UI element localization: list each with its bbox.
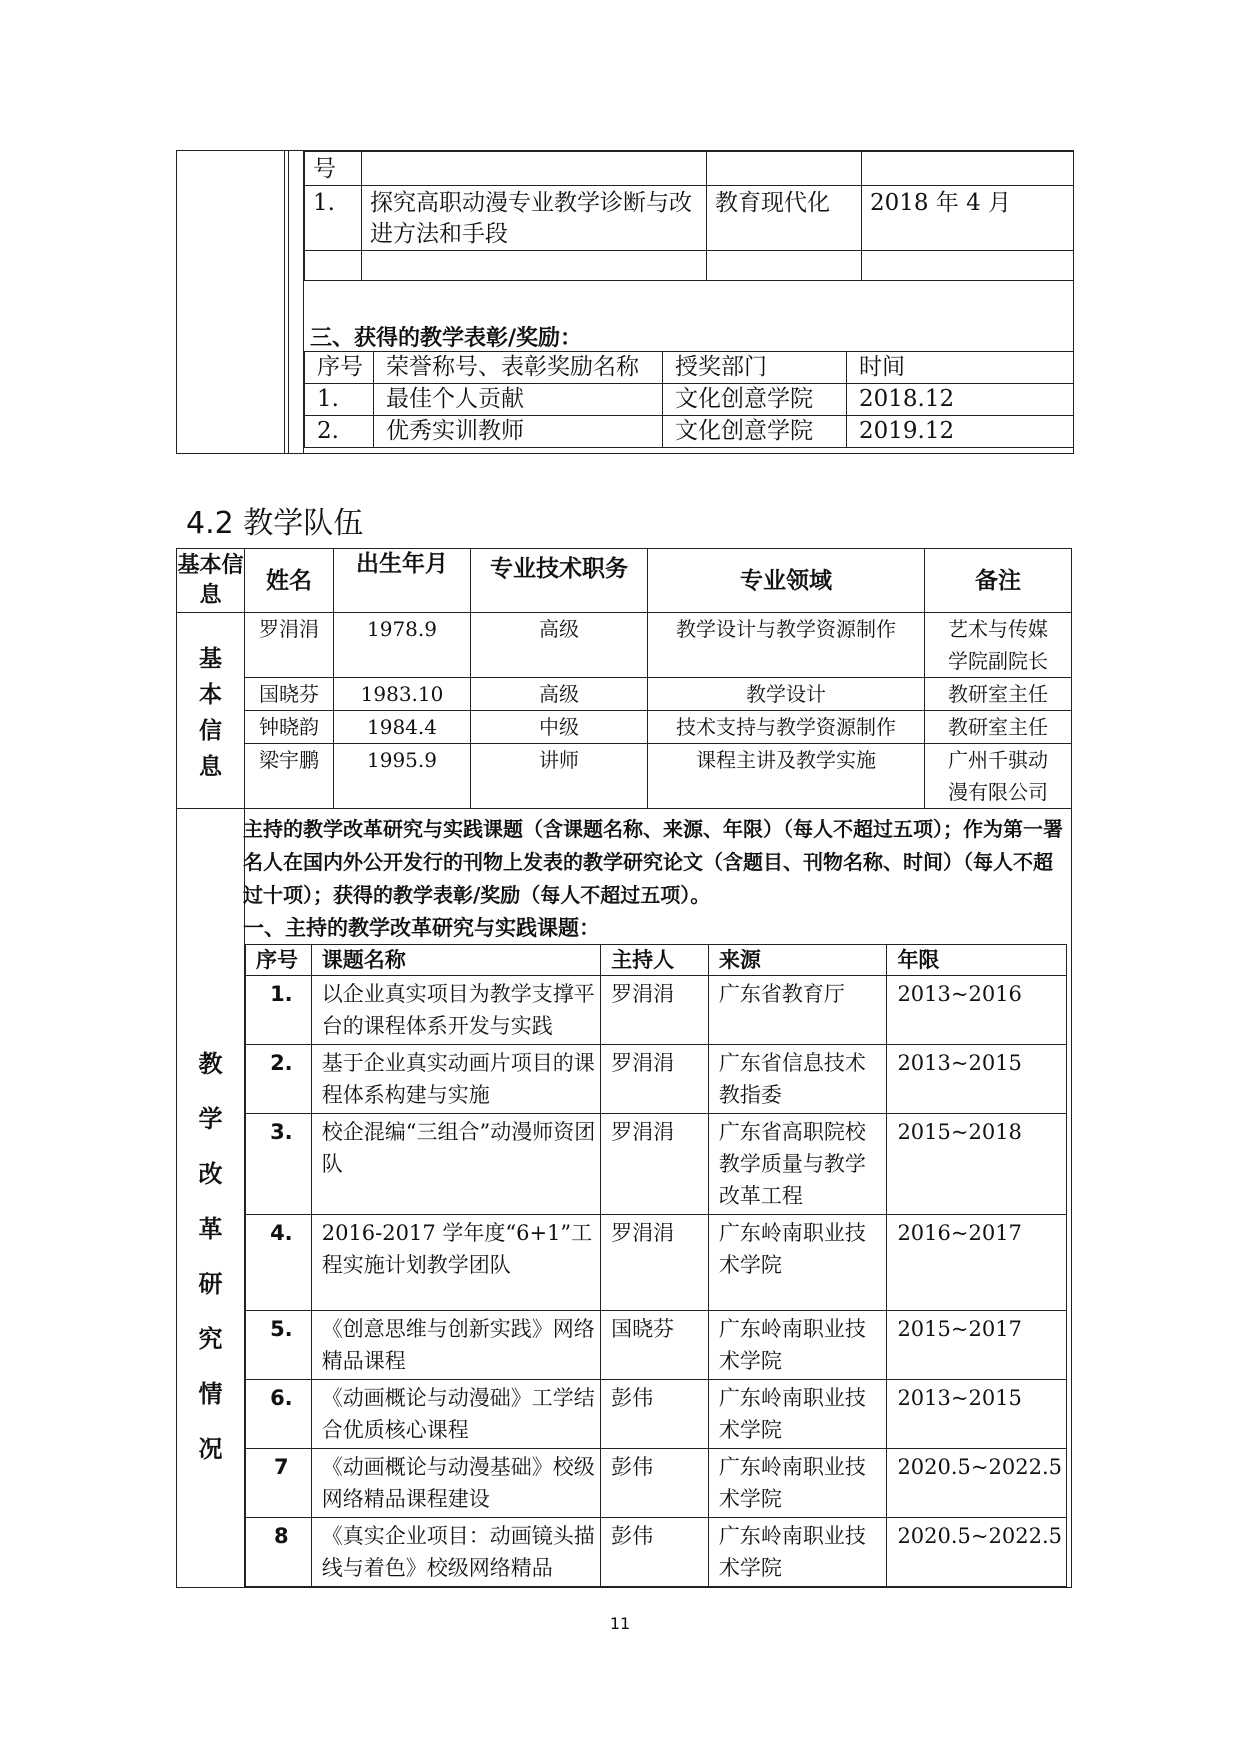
project-host: 国晓芬 xyxy=(601,1311,709,1380)
member-field: 课程主讲及教学实施 xyxy=(648,744,925,809)
project-no: 6. xyxy=(246,1380,312,1449)
paper-journal: 教育现代化 xyxy=(707,186,862,251)
project-years: 2015~2018 xyxy=(887,1114,1067,1215)
project-source: 广东岭南职业技术学院 xyxy=(708,1449,887,1518)
projects-table xyxy=(245,944,1067,1587)
member-name: 罗涓涓 xyxy=(245,613,334,678)
awards-table xyxy=(304,351,1074,448)
project-host: 彭伟 xyxy=(601,1380,709,1449)
project-name: 《动画概论与动漫础》工学结合优质核心课程 xyxy=(311,1380,600,1449)
member-birth: 1995.9 xyxy=(334,744,471,809)
project-host: 彭伟 xyxy=(601,1449,709,1518)
team-table xyxy=(176,548,1072,1588)
awards-header: 授奖部门 xyxy=(663,352,847,384)
paper-time: 2018 年 4 月 xyxy=(862,186,1074,251)
project-name: 2016-2017 学年度“6+1”工程实施计划教学团队 xyxy=(311,1215,600,1311)
project-years: 2013~2015 xyxy=(887,1380,1067,1449)
project-no: 1. xyxy=(246,976,312,1045)
header-note: 备注 xyxy=(925,549,1072,613)
project-no: 4. xyxy=(246,1215,312,1311)
awards-heading: 三、获得的教学表彰/奖励： xyxy=(310,326,583,351)
award-name: 优秀实训教师 xyxy=(374,416,663,448)
projects-header: 主持人 xyxy=(601,945,709,976)
reform-subheading: 一、主持的教学改革研究与实践课题： xyxy=(243,916,600,940)
award-time: 2018.12 xyxy=(847,384,1074,416)
project-name: 基于企业真实动画片项目的课程体系构建与实施 xyxy=(311,1045,600,1114)
inner-tables xyxy=(303,151,1074,453)
project-host: 彭伟 xyxy=(601,1518,709,1587)
project-years: 2013~2015 xyxy=(887,1045,1067,1114)
project-years: 2020.5~2022.5 xyxy=(887,1449,1067,1518)
member-note: 广州千骐动漫有限公司 xyxy=(925,744,1072,809)
column-gap xyxy=(288,151,303,453)
awards-header: 序号 xyxy=(305,352,374,384)
projects-header: 序号 xyxy=(246,945,312,976)
member-birth: 1978.9 xyxy=(334,613,471,678)
project-no: 7 xyxy=(246,1449,312,1518)
project-source: 广东岭南职业技术学院 xyxy=(708,1380,887,1449)
header-birth: 出生年月 xyxy=(334,549,471,613)
header-title: 专业技术职务 xyxy=(471,549,648,613)
award-dept: 文化创意学院 xyxy=(663,416,847,448)
project-years: 2013~2016 xyxy=(887,976,1067,1045)
project-no: 3. xyxy=(246,1114,312,1215)
project-source: 广东省信息技术教指委 xyxy=(708,1045,887,1114)
member-title: 高级 xyxy=(471,613,648,678)
award-no: 2. xyxy=(305,416,374,448)
project-name: 《创意思维与创新实践》网络精品课程 xyxy=(311,1311,600,1380)
award-time: 2019.12 xyxy=(847,416,1074,448)
member-title: 讲师 xyxy=(471,744,648,809)
award-no: 1. xyxy=(305,384,374,416)
award-dept: 文化创意学院 xyxy=(663,384,847,416)
reform-label: 教学改革研究情况 xyxy=(177,809,245,1588)
project-source: 广东省高职院校教学质量与教学改革工程 xyxy=(708,1114,887,1215)
project-no: 2. xyxy=(246,1045,312,1114)
member-title: 中级 xyxy=(471,711,648,744)
project-name: 校企混编“三组合”动漫师资团队 xyxy=(311,1114,600,1215)
member-note: 艺术与传媒学院副院长 xyxy=(925,613,1072,678)
projects-header: 年限 xyxy=(887,945,1067,976)
project-years: 2020.5~2022.5 xyxy=(887,1518,1067,1587)
member-name: 梁宇鹏 xyxy=(245,744,334,809)
member-title: 高级 xyxy=(471,678,648,711)
section-title: 4.2 教学队伍 xyxy=(186,506,364,541)
papers-table xyxy=(304,151,1074,281)
project-source: 广东岭南职业技术学院 xyxy=(708,1215,887,1311)
member-birth: 1983.10 xyxy=(334,678,471,711)
project-host: 罗涓涓 xyxy=(601,1045,709,1114)
left-label-column xyxy=(177,151,285,453)
project-host: 罗涓涓 xyxy=(601,976,709,1045)
project-source: 广东岭南职业技术学院 xyxy=(708,1518,887,1587)
project-name: 《真实企业项目：动画镜头描线与着色》校级网络精品 xyxy=(311,1518,600,1587)
reform-intro: 主持的教学改革研究与实践课题（含课题名称、来源、年限）（每人不超过五项）；作为第一署名人在国内外公开发行的刊物上发表的教学研究论文（含题目、刊物名称、时间）（每人不超过十项）；获得的教学表彰/奖励（每人不超过五项）。 xyxy=(243,817,1063,907)
member-name: 钟晓韵 xyxy=(245,711,334,744)
member-field: 技术支持与教学资源制作 xyxy=(648,711,925,744)
project-source: 广东岭南职业技术学院 xyxy=(708,1311,887,1380)
member-field: 教学设计与教学资源制作 xyxy=(648,613,925,678)
project-host: 罗涓涓 xyxy=(601,1114,709,1215)
project-host: 罗涓涓 xyxy=(601,1215,709,1311)
project-source: 广东省教育厅 xyxy=(708,976,887,1045)
award-name: 最佳个人贡献 xyxy=(374,384,663,416)
projects-header: 来源 xyxy=(708,945,887,976)
project-years: 2016~2017 xyxy=(887,1215,1067,1311)
page-number: 11 xyxy=(609,1614,631,1633)
member-field: 教学设计 xyxy=(648,678,925,711)
awards-header: 时间 xyxy=(847,352,1074,384)
project-years: 2015~2017 xyxy=(887,1311,1067,1380)
awards-header: 荣誉称号、表彰奖励名称 xyxy=(374,352,663,384)
papers-awards-block xyxy=(176,150,1074,454)
member-name: 国晓芬 xyxy=(245,678,334,711)
papers-header-fragment: 号 xyxy=(305,152,362,186)
header-basic-info: 基本信息 xyxy=(177,549,245,613)
paper-title: 探究高职动漫专业教学诊断与改进方法和手段 xyxy=(362,186,707,251)
project-name: 以企业真实项目为教学支撑平台的课程体系开发与实践 xyxy=(311,976,600,1045)
basic-info-label: 基本信息 xyxy=(177,613,245,809)
reform-content xyxy=(245,809,1072,1588)
project-no: 5. xyxy=(246,1311,312,1380)
header-field: 专业领域 xyxy=(648,549,925,613)
member-note: 教研室主任 xyxy=(925,711,1072,744)
projects-header: 课题名称 xyxy=(311,945,600,976)
project-name: 《动画概论与动漫基础》校级网络精品课程建设 xyxy=(311,1449,600,1518)
project-no: 8 xyxy=(246,1518,312,1587)
header-name: 姓名 xyxy=(245,549,334,613)
member-birth: 1984.4 xyxy=(334,711,471,744)
paper-no: 1. xyxy=(305,186,362,251)
member-note: 教研室主任 xyxy=(925,678,1072,711)
